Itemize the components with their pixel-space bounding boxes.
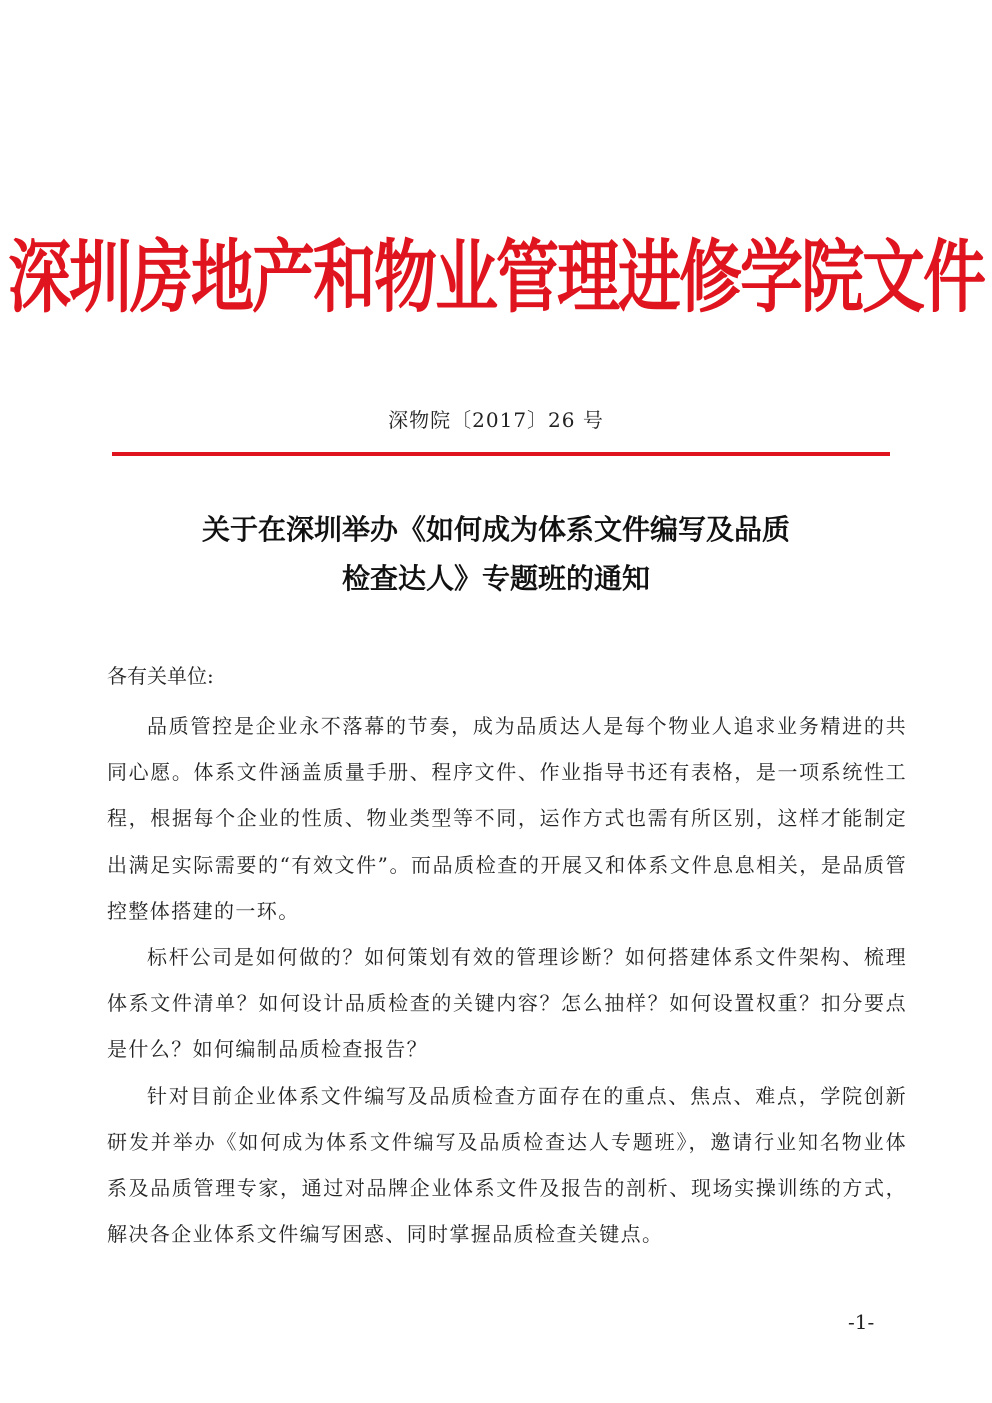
notice-title xyxy=(0,505,992,603)
body-text xyxy=(107,703,907,1257)
notice-title-line-1: 关于在深圳举办《如何成为体系文件编写及品质 xyxy=(201,513,790,546)
page-number: -1- xyxy=(848,1310,875,1334)
org-header-title: 深圳房地产和物业管理进修学院文件 xyxy=(8,231,984,323)
notice-title-line-2: 检查达人》专题班的通知 xyxy=(341,562,650,595)
red-divider-rule xyxy=(112,452,890,456)
body-paragraph: 品质管控是企业永不落幕的节奏，成为品质达人是每个物业人追求业务精进的共同心愿。体系文件涵盖质量手册、程序文件、作业指导书还有表格，是一项系统性工程，根据每个企业的性质、物业类型等不同，运作方式也需有所区别，这样才能制定出满足实际需要的“有效文件”。而品质检查的开展又和体系文件息息相关，是品质管控整体搭建的一环。 xyxy=(107,714,907,923)
document-number: 深物院〔2017〕26 号 xyxy=(388,408,604,432)
salutation: 各有关单位: xyxy=(107,664,214,688)
body-paragraph: 标杆公司是如何做的？如何策划有效的管理诊断？如何搭建体系文件架构、梳理体系文件清单？如何设计品质检查的关键内容？怎么抽样？如何设置权重？扣分要点是什么？如何编制品质检查报告？ xyxy=(107,945,907,1062)
body-paragraph: 针对目前企业体系文件编写及品质检查方面存在的重点、焦点、难点，学院创新研发并举办《如何成为体系文件编写及品质检查达人专题班》，邀请行业知名物业体系及品质管理专家，通过对品牌企业体系文件及报告的剖析、现场实操训练的方式，解决各企业体系文件编写困惑、同时掌握品质检查关键点。 xyxy=(107,1083,907,1247)
